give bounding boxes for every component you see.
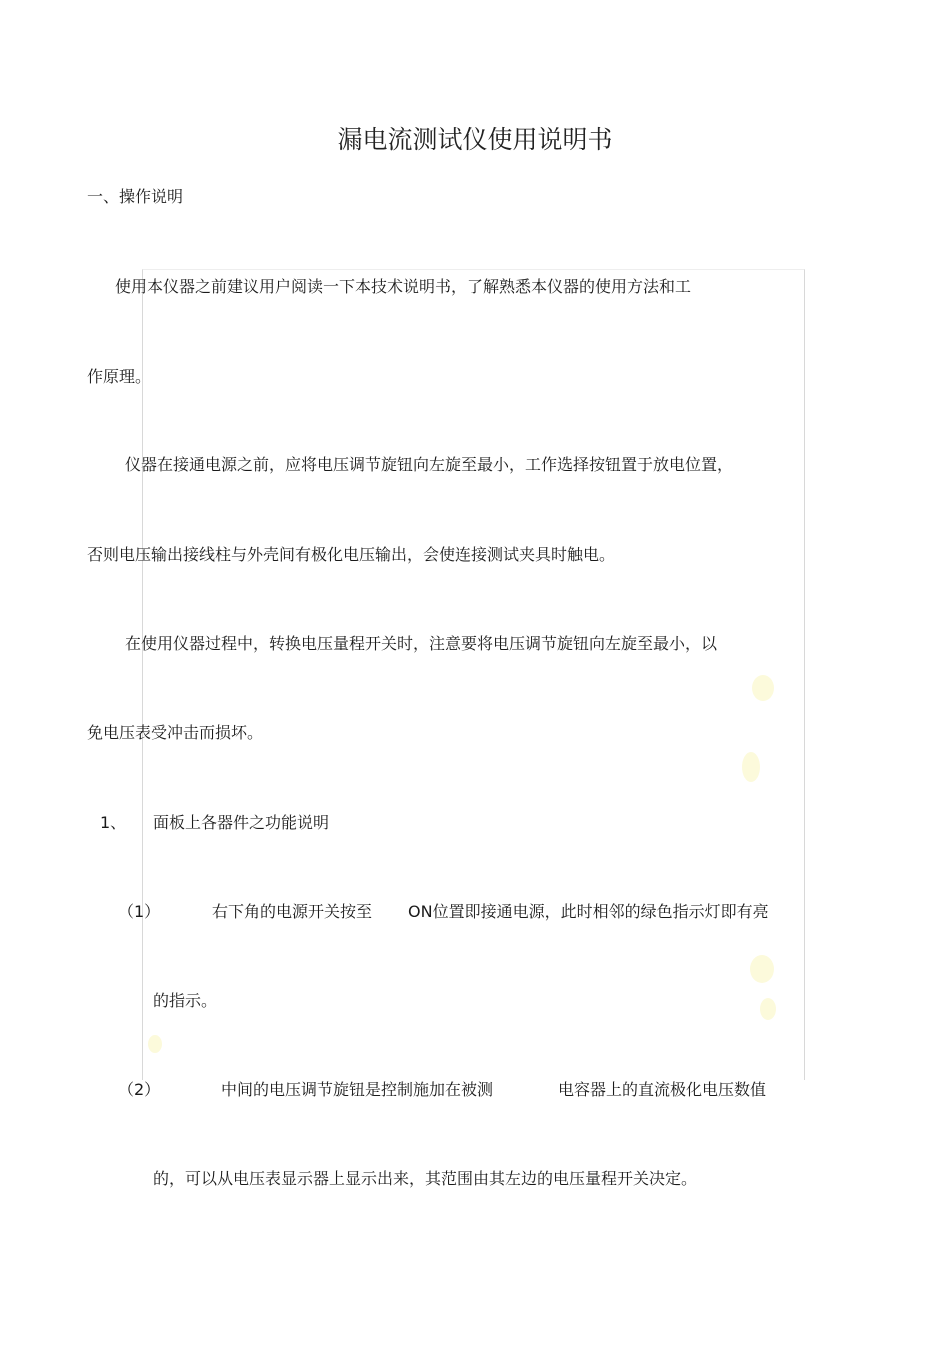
scan-spot xyxy=(750,955,774,983)
paragraph-1-line-2: 作原理。 xyxy=(87,367,152,386)
item-1-text-b: ON位置即接通电源，此时相邻的绿色指示灯即有亮 xyxy=(408,902,769,921)
item-2-text-c: 的，可以从电压表显示器上显示出来，其范围由其左边的电压量程开关决定。 xyxy=(153,1169,698,1188)
item-1-text-c: 的指示。 xyxy=(153,991,218,1010)
paragraph-3-line-2: 免电压表受冲击而损坏。 xyxy=(87,723,264,742)
item-2-text-b: 电容器上的直流极化电压数值 xyxy=(558,1080,767,1099)
paragraph-2-line-2: 否则电压输出接线柱与外壳间有极化电压输出，会使连接测试夹具时触电。 xyxy=(87,545,616,564)
item-1-number: （1） xyxy=(118,902,161,921)
scan-spot xyxy=(760,998,776,1020)
scan-spot xyxy=(148,1035,162,1053)
subsection-number: 1、 xyxy=(100,813,127,832)
paragraph-1-line-1: 使用本仪器之前建议用户阅读一下本技术说明书，了解熟悉本仪器的使用方法和工 xyxy=(115,277,692,296)
subsection-title: 面板上各器件之功能说明 xyxy=(153,813,330,832)
scan-spot xyxy=(742,752,760,782)
scan-spot xyxy=(752,675,774,701)
scan-frame xyxy=(142,269,805,1080)
item-1-text-a: 右下角的电源开关按至 xyxy=(212,902,373,921)
document-title: 漏电流测试仪使用说明书 xyxy=(337,125,613,154)
paragraph-2-line-1: 仪器在接通电源之前，应将电压调节旋钮向左旋至最小，工作选择按钮置于放电位置， xyxy=(125,455,734,474)
paragraph-3-line-1: 在使用仪器过程中，转换电压量程开关时，注意要将电压调节旋钮向左旋至最小，以 xyxy=(125,634,718,653)
item-2-number: （2） xyxy=(118,1080,161,1099)
section-heading: 一、操作说明 xyxy=(87,187,184,206)
item-2-text-a: 中间的电压调节旋钮是控制施加在被测 xyxy=(221,1080,494,1099)
